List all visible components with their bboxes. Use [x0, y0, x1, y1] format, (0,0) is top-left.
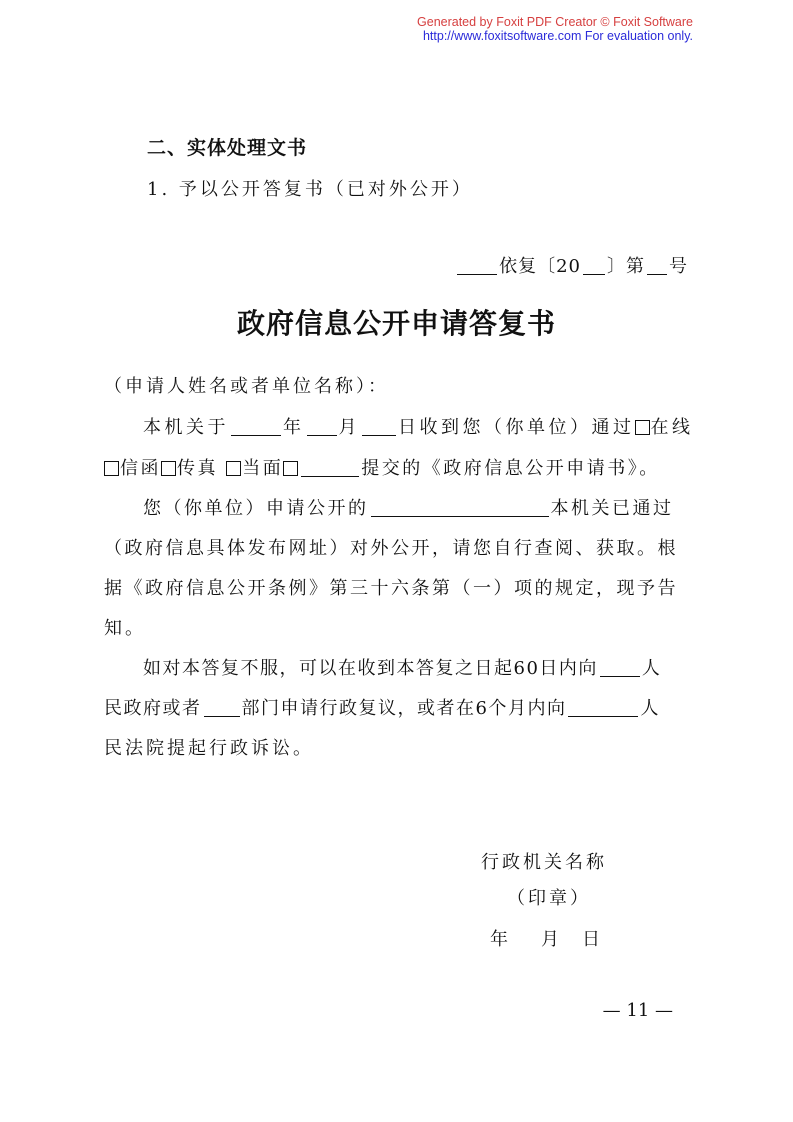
seal-label: （印章）: [507, 888, 591, 909]
addressee: （申请人姓名或者单位名称）：: [104, 376, 389, 397]
other-checkbox: [283, 461, 298, 476]
reference-number: 依复〔20 〕第 号: [455, 252, 688, 278]
document-title: 政府信息公开申请答复书: [236, 307, 556, 340]
paragraph-2-line-3: 据《政府信息公开条例》第三十六条第（一）项的规定，现予告: [104, 578, 678, 599]
paragraph-2-line-1: 您（你单位）申请公开的 本机关已通过: [143, 498, 674, 519]
paragraph-2-line-2: （政府信息具体发布网址）对外公开，请您自行查阅、获取。根: [104, 538, 678, 559]
watermark-line-1: Generated by Foxit PDF Creator © Foxit Software: [417, 15, 693, 29]
paragraph-2-line-4: 知。: [104, 618, 146, 639]
agency-name: 行政机关名称: [481, 852, 607, 873]
fax-checkbox: [161, 461, 176, 476]
paragraph-3-line-2: 民政府或者 部门申请行政复议，或者在6个月内向 人: [104, 698, 660, 719]
date-line: 年 月 日: [490, 929, 603, 950]
paragraph-3-line-3: 民法院提起行政诉讼。: [104, 738, 314, 759]
paragraph-1-line-1: 本机关于 年 月 日收到您（你单位）通过 在线: [143, 417, 694, 438]
online-checkbox: [635, 420, 650, 435]
section-heading: 二、实体处理文书: [147, 137, 308, 159]
in-person-checkbox: [226, 461, 241, 476]
page-number: — 11 —: [602, 1000, 673, 1021]
item-heading: 1. 予以公开答复书（已对外公开）: [147, 179, 473, 200]
letter-checkbox: [104, 461, 119, 476]
paragraph-3-line-1: 如对本答复不服，可以在收到本答复之日起60日内向 人: [143, 658, 662, 679]
watermark-line-2: http://www.foxitsoftware.com For evaluation only.: [422, 29, 693, 43]
paragraph-1-line-2: 信函 传真 当面 提交的《政府信息公开申请书》。: [104, 454, 660, 480]
